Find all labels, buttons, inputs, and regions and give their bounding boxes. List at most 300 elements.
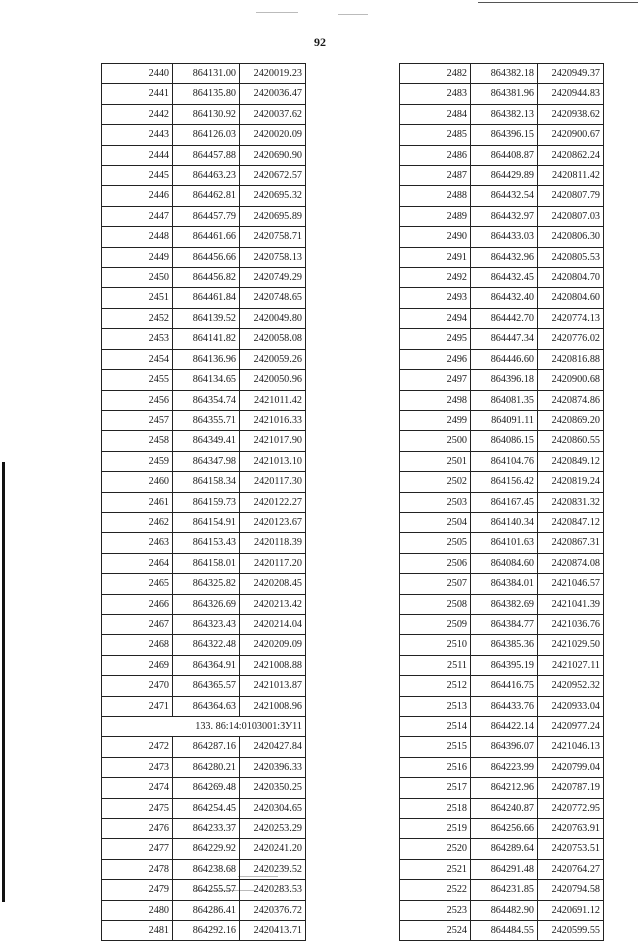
table-row (102, 798, 306, 818)
y-coordinate-cell: 2420020.09 (240, 125, 306, 145)
y-coordinate-cell: 2420900.68 (538, 370, 604, 390)
table-row (400, 206, 604, 226)
x-coordinate-cell: 864384.01 (471, 574, 538, 594)
point-number-cell: 2503 (400, 492, 471, 512)
x-coordinate-cell: 864212.96 (471, 778, 538, 798)
table-row (400, 64, 604, 84)
page-number: 92 (314, 35, 326, 49)
point-number-cell: 2486 (400, 145, 471, 165)
y-coordinate-cell: 2420239.52 (240, 859, 306, 879)
section-header-row (102, 717, 306, 737)
table-row (400, 676, 604, 696)
point-number-cell: 2478 (102, 859, 173, 879)
x-coordinate-cell: 864141.82 (173, 329, 240, 349)
table-row (102, 859, 306, 879)
x-coordinate-cell: 864446.60 (471, 349, 538, 369)
y-coordinate-cell: 2420758.13 (240, 247, 306, 267)
point-number-cell: 2474 (102, 778, 173, 798)
x-coordinate-cell: 864158.01 (173, 553, 240, 573)
x-coordinate-cell: 864382.18 (471, 64, 538, 84)
point-number-cell: 2462 (102, 512, 173, 532)
point-number-cell: 2492 (400, 268, 471, 288)
x-coordinate-cell: 864396.15 (471, 125, 538, 145)
y-coordinate-cell: 2420831.32 (538, 492, 604, 512)
point-number-cell: 2466 (102, 594, 173, 614)
point-number-cell: 2471 (102, 696, 173, 716)
point-number-cell: 2524 (400, 921, 471, 941)
point-number-cell: 2445 (102, 166, 173, 186)
x-coordinate-cell: 864139.52 (173, 308, 240, 328)
point-number-cell: 2520 (400, 839, 471, 859)
x-coordinate-cell: 864365.57 (173, 676, 240, 696)
point-number-cell: 2501 (400, 451, 471, 471)
scan-speck (256, 12, 298, 13)
y-coordinate-cell: 2420122.27 (240, 492, 306, 512)
y-coordinate-cell: 2420749.29 (240, 268, 306, 288)
table-row (102, 553, 306, 573)
point-number-cell: 2451 (102, 288, 173, 308)
table-row (400, 594, 604, 614)
table-row (400, 614, 604, 634)
point-number-cell: 2496 (400, 349, 471, 369)
y-coordinate-cell: 2420059.26 (240, 349, 306, 369)
y-coordinate-cell: 2420413.71 (240, 921, 306, 941)
table-row (102, 880, 306, 900)
x-coordinate-cell: 864382.13 (471, 104, 538, 124)
y-coordinate-cell: 2420804.60 (538, 288, 604, 308)
x-coordinate-cell: 864347.98 (173, 451, 240, 471)
point-number-cell: 2446 (102, 186, 173, 206)
table-row (400, 308, 604, 328)
point-number-cell: 2512 (400, 676, 471, 696)
x-coordinate-cell: 864323.43 (173, 614, 240, 634)
x-coordinate-cell: 864287.16 (173, 737, 240, 757)
x-coordinate-cell: 864396.07 (471, 737, 538, 757)
y-coordinate-cell: 2421013.10 (240, 451, 306, 471)
x-coordinate-cell: 864091.11 (471, 410, 538, 430)
x-coordinate-cell: 864463.23 (173, 166, 240, 186)
x-coordinate-cell: 864461.84 (173, 288, 240, 308)
x-coordinate-cell: 864130.92 (173, 104, 240, 124)
table-row (102, 635, 306, 655)
table-row (102, 737, 306, 757)
point-number-cell: 2442 (102, 104, 173, 124)
point-number-cell: 2518 (400, 798, 471, 818)
y-coordinate-cell: 2420058.08 (240, 329, 306, 349)
y-coordinate-cell: 2420811.42 (538, 166, 604, 186)
point-number-cell: 2455 (102, 370, 173, 390)
y-coordinate-cell: 2420304.65 (240, 798, 306, 818)
table-row (102, 308, 306, 328)
point-number-cell: 2508 (400, 594, 471, 614)
y-coordinate-cell: 2420949.37 (538, 64, 604, 84)
x-coordinate-cell: 864154.91 (173, 512, 240, 532)
x-coordinate-cell: 864382.69 (471, 594, 538, 614)
y-coordinate-cell: 2420806.30 (538, 227, 604, 247)
table-row (400, 492, 604, 512)
point-number-cell: 2468 (102, 635, 173, 655)
y-coordinate-cell: 2420753.51 (538, 839, 604, 859)
point-number-cell: 2440 (102, 64, 173, 84)
table-row (102, 819, 306, 839)
point-number-cell: 2475 (102, 798, 173, 818)
y-coordinate-cell: 2420772.95 (538, 798, 604, 818)
point-number-cell: 2465 (102, 574, 173, 594)
point-number-cell: 2447 (102, 206, 173, 226)
y-coordinate-cell: 2421008.96 (240, 696, 306, 716)
table-row (102, 186, 306, 206)
point-number-cell: 2444 (102, 145, 173, 165)
table-row (102, 472, 306, 492)
table-row (400, 553, 604, 573)
x-coordinate-cell: 864384.77 (471, 614, 538, 634)
x-coordinate-cell: 864442.70 (471, 308, 538, 328)
coordinates-table-left (101, 63, 306, 941)
x-coordinate-cell: 864255.57 (173, 880, 240, 900)
table-row (400, 451, 604, 471)
table-row (102, 839, 306, 859)
table-row (400, 390, 604, 410)
x-coordinate-cell: 864433.76 (471, 696, 538, 716)
point-number-cell: 2480 (102, 900, 173, 920)
y-coordinate-cell: 2420209.09 (240, 635, 306, 655)
parcel-section-header: 133. 86:14:0103001:ЗУ11 (102, 717, 306, 737)
point-number-cell: 2469 (102, 655, 173, 675)
y-coordinate-cell: 2420952.32 (538, 676, 604, 696)
point-number-cell: 2482 (400, 64, 471, 84)
y-coordinate-cell: 2420799.04 (538, 757, 604, 777)
table-row (102, 492, 306, 512)
x-coordinate-cell: 864432.45 (471, 268, 538, 288)
coordinates-table-right (399, 63, 604, 941)
table-row (102, 64, 306, 84)
y-coordinate-cell: 2420691.12 (538, 900, 604, 920)
table-row (102, 614, 306, 634)
point-number-cell: 2473 (102, 757, 173, 777)
x-coordinate-cell: 864280.21 (173, 757, 240, 777)
x-coordinate-cell: 864456.66 (173, 247, 240, 267)
point-number-cell: 2491 (400, 247, 471, 267)
point-number-cell: 2516 (400, 757, 471, 777)
point-number-cell: 2479 (102, 880, 173, 900)
x-coordinate-cell: 864229.92 (173, 839, 240, 859)
x-coordinate-cell: 864456.82 (173, 268, 240, 288)
table-row (400, 125, 604, 145)
table-row (102, 574, 306, 594)
y-coordinate-cell: 2420283.53 (240, 880, 306, 900)
y-coordinate-cell: 2420396.33 (240, 757, 306, 777)
y-coordinate-cell: 2420774.13 (538, 308, 604, 328)
y-coordinate-cell: 2420776.02 (538, 329, 604, 349)
point-number-cell: 2457 (102, 410, 173, 430)
x-coordinate-cell: 864233.37 (173, 819, 240, 839)
point-number-cell: 2483 (400, 84, 471, 104)
table-row (102, 594, 306, 614)
point-number-cell: 2505 (400, 533, 471, 553)
x-coordinate-cell: 864167.45 (471, 492, 538, 512)
y-coordinate-cell: 2420805.53 (538, 247, 604, 267)
x-coordinate-cell: 864482.90 (471, 900, 538, 920)
table-row (400, 859, 604, 879)
table-row (400, 798, 604, 818)
y-coordinate-cell: 2420748.65 (240, 288, 306, 308)
y-coordinate-cell: 2420944.83 (538, 84, 604, 104)
y-coordinate-cell: 2420117.20 (240, 553, 306, 573)
x-coordinate-cell: 864422.14 (471, 717, 538, 737)
point-number-cell: 2472 (102, 737, 173, 757)
scan-edge-line (478, 2, 638, 3)
x-coordinate-cell: 864136.96 (173, 349, 240, 369)
table-row (102, 370, 306, 390)
table-row (400, 880, 604, 900)
table-row (400, 757, 604, 777)
table-row (400, 166, 604, 186)
y-coordinate-cell: 2420758.71 (240, 227, 306, 247)
point-number-cell: 2504 (400, 512, 471, 532)
table-row (102, 227, 306, 247)
x-coordinate-cell: 864326.69 (173, 594, 240, 614)
y-coordinate-cell: 2421013.87 (240, 676, 306, 696)
point-number-cell: 2453 (102, 329, 173, 349)
y-coordinate-cell: 2421046.13 (538, 737, 604, 757)
table-row (400, 533, 604, 553)
x-coordinate-cell: 864231.85 (471, 880, 538, 900)
x-coordinate-cell: 864457.88 (173, 145, 240, 165)
table-row (400, 186, 604, 206)
point-number-cell: 2506 (400, 553, 471, 573)
table-row (102, 757, 306, 777)
point-number-cell: 2450 (102, 268, 173, 288)
x-coordinate-cell: 864429.89 (471, 166, 538, 186)
table-row (400, 900, 604, 920)
table-row (400, 329, 604, 349)
x-coordinate-cell: 864292.16 (173, 921, 240, 941)
table-row (400, 472, 604, 492)
y-coordinate-cell: 2421017.90 (240, 431, 306, 451)
y-coordinate-cell: 2420376.72 (240, 900, 306, 920)
table-row (400, 696, 604, 716)
x-coordinate-cell: 864462.81 (173, 186, 240, 206)
x-coordinate-cell: 864396.18 (471, 370, 538, 390)
point-number-cell: 2495 (400, 329, 471, 349)
x-coordinate-cell: 864355.71 (173, 410, 240, 430)
table-row (400, 370, 604, 390)
x-coordinate-cell: 864153.43 (173, 533, 240, 553)
x-coordinate-cell: 864364.63 (173, 696, 240, 716)
point-number-cell: 2485 (400, 125, 471, 145)
x-coordinate-cell: 864457.79 (173, 206, 240, 226)
table-row (400, 512, 604, 532)
table-row (400, 921, 604, 941)
y-coordinate-cell: 2421011.42 (240, 390, 306, 410)
point-number-cell: 2522 (400, 880, 471, 900)
table-row (400, 247, 604, 267)
point-number-cell: 2517 (400, 778, 471, 798)
point-number-cell: 2519 (400, 819, 471, 839)
table-row (102, 268, 306, 288)
point-number-cell: 2489 (400, 206, 471, 226)
x-coordinate-cell: 864432.54 (471, 186, 538, 206)
table-row (102, 512, 306, 532)
x-coordinate-cell: 864086.15 (471, 431, 538, 451)
x-coordinate-cell: 864156.42 (471, 472, 538, 492)
y-coordinate-cell: 2421027.11 (538, 655, 604, 675)
y-coordinate-cell: 2421046.57 (538, 574, 604, 594)
table-row (102, 349, 306, 369)
table-row (400, 288, 604, 308)
x-coordinate-cell: 864395.19 (471, 655, 538, 675)
y-coordinate-cell: 2420050.96 (240, 370, 306, 390)
point-number-cell: 2513 (400, 696, 471, 716)
point-number-cell: 2523 (400, 900, 471, 920)
x-coordinate-cell: 864240.87 (471, 798, 538, 818)
y-coordinate-cell: 2420787.19 (538, 778, 604, 798)
table-row (102, 84, 306, 104)
table-row (400, 635, 604, 655)
x-coordinate-cell: 864104.76 (471, 451, 538, 471)
y-coordinate-cell: 2420214.04 (240, 614, 306, 634)
y-coordinate-cell: 2420427.84 (240, 737, 306, 757)
table-row (102, 921, 306, 941)
point-number-cell: 2500 (400, 431, 471, 451)
table-row (102, 533, 306, 553)
x-coordinate-cell: 864408.87 (471, 145, 538, 165)
y-coordinate-cell: 2420117.30 (240, 472, 306, 492)
y-coordinate-cell: 2420869.20 (538, 410, 604, 430)
y-coordinate-cell: 2420807.79 (538, 186, 604, 206)
point-number-cell: 2507 (400, 574, 471, 594)
y-coordinate-cell: 2420900.67 (538, 125, 604, 145)
table-row (400, 717, 604, 737)
table-row (400, 574, 604, 594)
margin-bar (2, 462, 5, 902)
point-number-cell: 2463 (102, 533, 173, 553)
point-number-cell: 2448 (102, 227, 173, 247)
point-number-cell: 2449 (102, 247, 173, 267)
y-coordinate-cell: 2420933.04 (538, 696, 604, 716)
table-row (102, 329, 306, 349)
point-number-cell: 2461 (102, 492, 173, 512)
y-coordinate-cell: 2420764.27 (538, 859, 604, 879)
table-row (102, 288, 306, 308)
table-row (400, 145, 604, 165)
y-coordinate-cell: 2420860.55 (538, 431, 604, 451)
y-coordinate-cell: 2420819.24 (538, 472, 604, 492)
scan-speck (338, 14, 368, 15)
y-coordinate-cell: 2420874.08 (538, 553, 604, 573)
point-number-cell: 2497 (400, 370, 471, 390)
point-number-cell: 2454 (102, 349, 173, 369)
table-row (102, 410, 306, 430)
table-row (102, 104, 306, 124)
point-number-cell: 2441 (102, 84, 173, 104)
table-row (102, 390, 306, 410)
point-number-cell: 2481 (102, 921, 173, 941)
table-row (102, 451, 306, 471)
table-row (400, 839, 604, 859)
point-number-cell: 2515 (400, 737, 471, 757)
point-number-cell: 2470 (102, 676, 173, 696)
x-coordinate-cell: 864140.34 (471, 512, 538, 532)
table-row (400, 410, 604, 430)
table-row (102, 206, 306, 226)
x-coordinate-cell: 864447.34 (471, 329, 538, 349)
x-coordinate-cell: 864291.48 (471, 859, 538, 879)
x-coordinate-cell: 864385.36 (471, 635, 538, 655)
x-coordinate-cell: 864381.96 (471, 84, 538, 104)
point-number-cell: 2490 (400, 227, 471, 247)
x-coordinate-cell: 864254.45 (173, 798, 240, 818)
table-row (400, 737, 604, 757)
point-number-cell: 2499 (400, 410, 471, 430)
y-coordinate-cell: 2420847.12 (538, 512, 604, 532)
y-coordinate-cell: 2420019.23 (240, 64, 306, 84)
point-number-cell: 2521 (400, 859, 471, 879)
x-coordinate-cell: 864354.74 (173, 390, 240, 410)
table-row (102, 696, 306, 716)
point-number-cell: 2488 (400, 186, 471, 206)
y-coordinate-cell: 2421008.88 (240, 655, 306, 675)
y-coordinate-cell: 2420049.80 (240, 308, 306, 328)
y-coordinate-cell: 2420213.42 (240, 594, 306, 614)
y-coordinate-cell: 2420118.39 (240, 533, 306, 553)
table-row (400, 104, 604, 124)
x-coordinate-cell: 864432.40 (471, 288, 538, 308)
table-row (102, 778, 306, 798)
table-row (400, 819, 604, 839)
point-number-cell: 2467 (102, 614, 173, 634)
x-coordinate-cell: 864135.80 (173, 84, 240, 104)
point-number-cell: 2494 (400, 308, 471, 328)
table-row (102, 655, 306, 675)
y-coordinate-cell: 2420763.91 (538, 819, 604, 839)
x-coordinate-cell: 864349.41 (173, 431, 240, 451)
table-row (400, 84, 604, 104)
y-coordinate-cell: 2420208.45 (240, 574, 306, 594)
table-row (400, 349, 604, 369)
y-coordinate-cell: 2420977.24 (538, 717, 604, 737)
point-number-cell: 2511 (400, 655, 471, 675)
x-coordinate-cell: 864484.55 (471, 921, 538, 941)
table-row (102, 247, 306, 267)
y-coordinate-cell: 2421016.33 (240, 410, 306, 430)
y-coordinate-cell: 2420123.67 (240, 512, 306, 532)
table-row (102, 900, 306, 920)
x-coordinate-cell: 864238.68 (173, 859, 240, 879)
point-number-cell: 2460 (102, 472, 173, 492)
point-number-cell: 2502 (400, 472, 471, 492)
x-coordinate-cell: 864159.73 (173, 492, 240, 512)
table-row (102, 676, 306, 696)
point-number-cell: 2484 (400, 104, 471, 124)
x-coordinate-cell: 864364.91 (173, 655, 240, 675)
table-row (400, 268, 604, 288)
y-coordinate-cell: 2420938.62 (538, 104, 604, 124)
y-coordinate-cell: 2420874.86 (538, 390, 604, 410)
y-coordinate-cell: 2420695.89 (240, 206, 306, 226)
y-coordinate-cell: 2420695.32 (240, 186, 306, 206)
y-coordinate-cell: 2420867.31 (538, 533, 604, 553)
y-coordinate-cell: 2420037.62 (240, 104, 306, 124)
point-number-cell: 2476 (102, 819, 173, 839)
y-coordinate-cell: 2420794.58 (538, 880, 604, 900)
point-number-cell: 2514 (400, 717, 471, 737)
y-coordinate-cell: 2420253.29 (240, 819, 306, 839)
x-coordinate-cell: 864256.66 (471, 819, 538, 839)
y-coordinate-cell: 2421036.76 (538, 614, 604, 634)
y-coordinate-cell: 2420350.25 (240, 778, 306, 798)
y-coordinate-cell: 2420804.70 (538, 268, 604, 288)
